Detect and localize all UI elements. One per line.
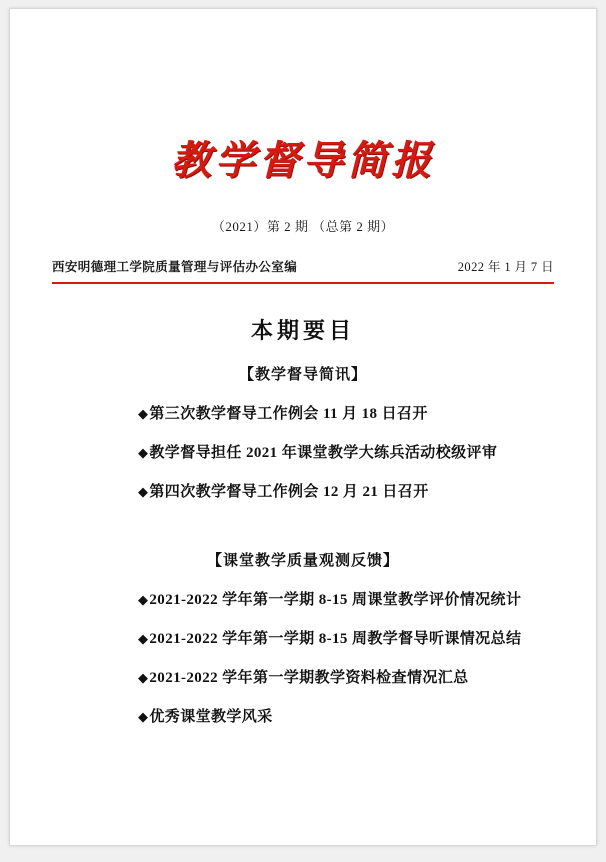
diamond-bullet-icon: ◆ <box>138 406 149 421</box>
diamond-bullet-icon: ◆ <box>138 709 149 724</box>
diamond-bullet-icon: ◆ <box>138 631 149 646</box>
list-item <box>10 588 596 609</box>
list-item <box>10 705 596 726</box>
list-item-label: 第三次教学督导工作例会 11 月 18 日召开 <box>149 406 428 422</box>
list-item-label: 2021-2022 学年第一学期 8-15 周课堂教学评价情况统计 <box>149 592 522 608</box>
diamond-bullet-icon: ◆ <box>138 484 149 499</box>
list-item-label: 2021-2022 学年第一学期 8-15 周教学督导听课情况总结 <box>149 631 522 647</box>
list-item-label: 2021-2022 学年第一学期教学资料检查情况汇总 <box>149 670 469 686</box>
list-item <box>10 441 596 462</box>
contents-list-news <box>10 402 596 501</box>
imprint-row <box>52 257 554 282</box>
document-page <box>9 8 597 846</box>
publication-date: 2022 年 1 月 7 日 <box>457 260 554 274</box>
list-item <box>10 480 596 501</box>
diamond-bullet-icon: ◆ <box>138 670 149 685</box>
header-divider <box>52 282 554 284</box>
diamond-bullet-icon: ◆ <box>138 445 149 460</box>
masthead-title: 教学督导简报 <box>171 137 435 184</box>
section-heading-quality-feedback: 【课堂教学质量观测反馈】 <box>206 553 399 569</box>
diamond-bullet-icon: ◆ <box>138 592 149 607</box>
section-heading-news: 【教学督导简讯】 <box>238 367 367 383</box>
contents-list-quality-feedback <box>10 588 596 726</box>
list-item <box>10 627 596 648</box>
list-item-label: 第四次教学督导工作例会 12 月 21 日召开 <box>149 484 429 500</box>
publisher-name: 西安明德理工学院质量管理与评估办公室编 <box>52 260 298 274</box>
contents-title: 本期要目 <box>250 318 355 343</box>
list-item <box>10 402 596 423</box>
issue-number-line: （2021）第 2 期 （总第 2 期） <box>211 219 395 234</box>
list-item-label: 优秀课堂教学风采 <box>149 709 273 725</box>
list-item-label: 教学督导担任 2021 年课堂教学大练兵活动校级评审 <box>149 445 498 461</box>
list-item <box>10 666 596 687</box>
